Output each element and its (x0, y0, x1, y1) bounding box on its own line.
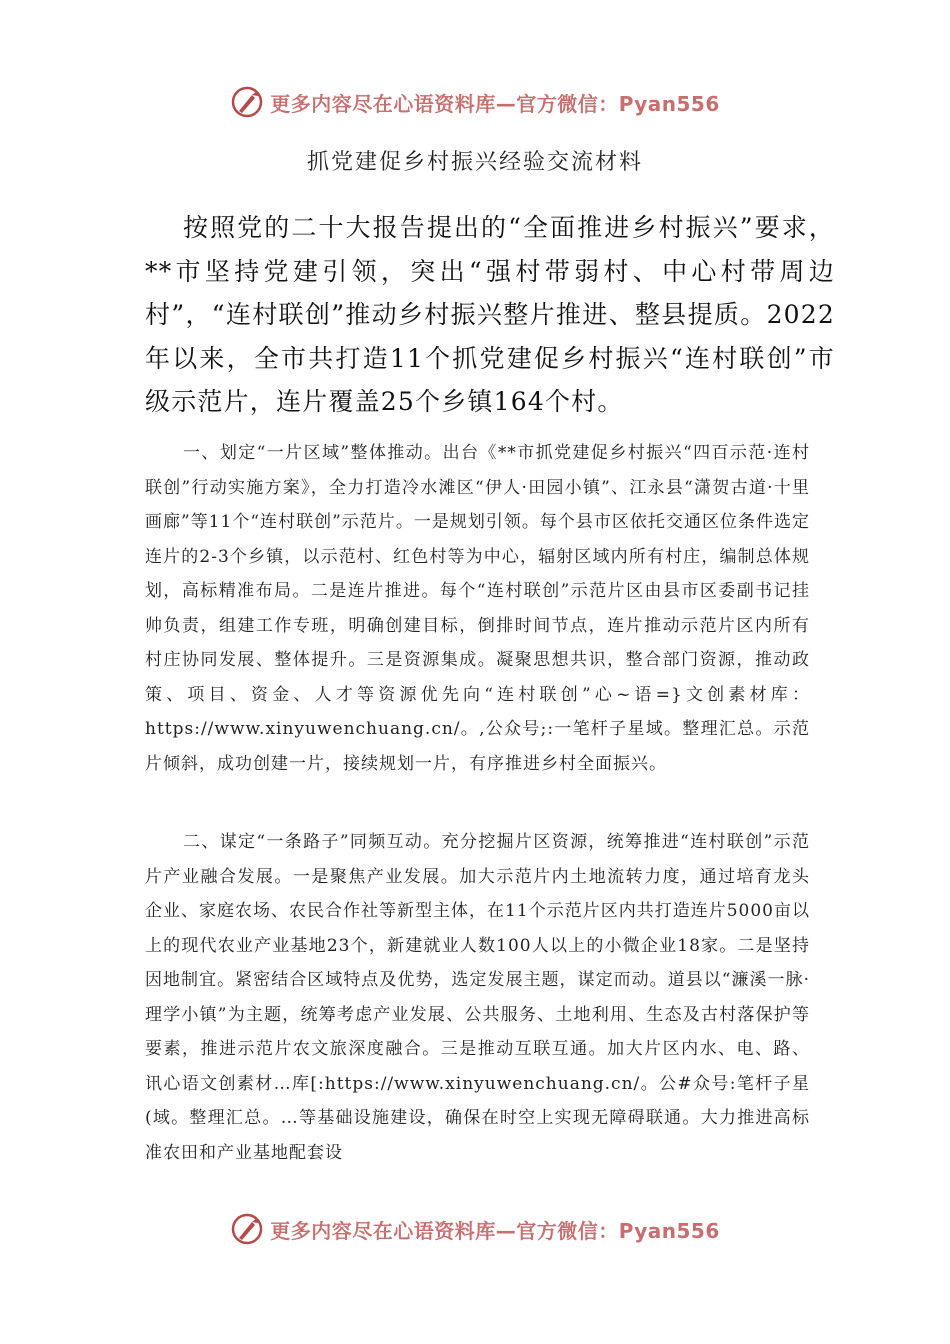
footer-banner (0, 1209, 950, 1249)
lead-paragraph: 按照党的二十大报告提出的“全面推进乡村振兴”要求，**市坚持党建引领，突出“强村带弱村、中心村带周边村”，“连村联创”推动乡村振兴整片推进、整县提质。2022年以来，全市共打造11个抓党建促乡村振兴“连村联创”市级示范片，连片覆盖25个乡镇164个村。 (145, 213, 835, 416)
banner-text: 更多内容尽在心语资料库—官方微信：Pyan556 (270, 91, 720, 116)
banner-text: 更多内容尽在心语资料库—官方微信：Pyan556 (270, 1218, 720, 1243)
body-paragraph-1: 一、划定“一片区域”整体推动。出台《**市抓党建促乡村振兴“四百示范·连村联创”行动实施方案》，全力打造冷水滩区“伊人·田园小镇”、江永县“潇贺古道·十里画廊”等11个“连村联创”示范片。一是规划引领。每个县市区依托交通区位条件选定连片的2-3个乡镇，以示范村、红色村等为中心，辐射区域内所有村庄，编制总体规划，高标精准布局。二是连片推进。每个“连村联创”示范片区由县市区委副书记挂帅负责，组建工作专班，明确创建目标，倒排时间节点，连片推动示范片区内所有村庄协同发展、整体提升。三是资源集成。凝聚思想共识，整合部门资源，推动政策、项目、资金、人才等资源优先向“连村联创”心~语=}文创素材库：https://www.xinyuwenchuang.cn/。,公众号;:一笔杆子星域。整理汇总。示范片倾斜，成功创建一片，接续规划一片，有序推进乡村全面振兴。 (145, 443, 810, 774)
body-paragraph-2: 二、谋定“一条路子”同频互动。充分挖掘片区资源，统筹推进“连村联创”示范片产业融合发展。一是聚焦产业发展。加大示范片内土地流转力度，通过培育龙头企业、家庭农场、农民合作社等新型主体，在11个示范片区内共打造连片5000亩以上的现代农业产业基地23个，新建就业人数100人以上的小微企业18家。二是坚持因地制宜。紧密结合区域特点及优势，选定发展主题，谋定而动。道县以“濂溪一脉·理学小镇”为主题，统筹考虑产业发展、公共服务、土地利用、生态及古村落保护等要素，推进示范片农文旅深度融合。三是推动互联互通。加大片区内水、电、路、讯心语文创素材…库[:https://www.xinyuwenchuang.cn/。公#众号:笔杆子星(域。整理汇总。…等基础设施建设，确保在时空上实现无障碍联通。大力推进高标准农田和产业基地配套设 (145, 832, 810, 1163)
pen-nib-logo-icon (230, 85, 264, 119)
document-title: 抓党建促乡村振兴经验交流材料 (306, 150, 643, 175)
header-banner (0, 82, 950, 122)
pen-nib-logo-icon (230, 1212, 264, 1246)
